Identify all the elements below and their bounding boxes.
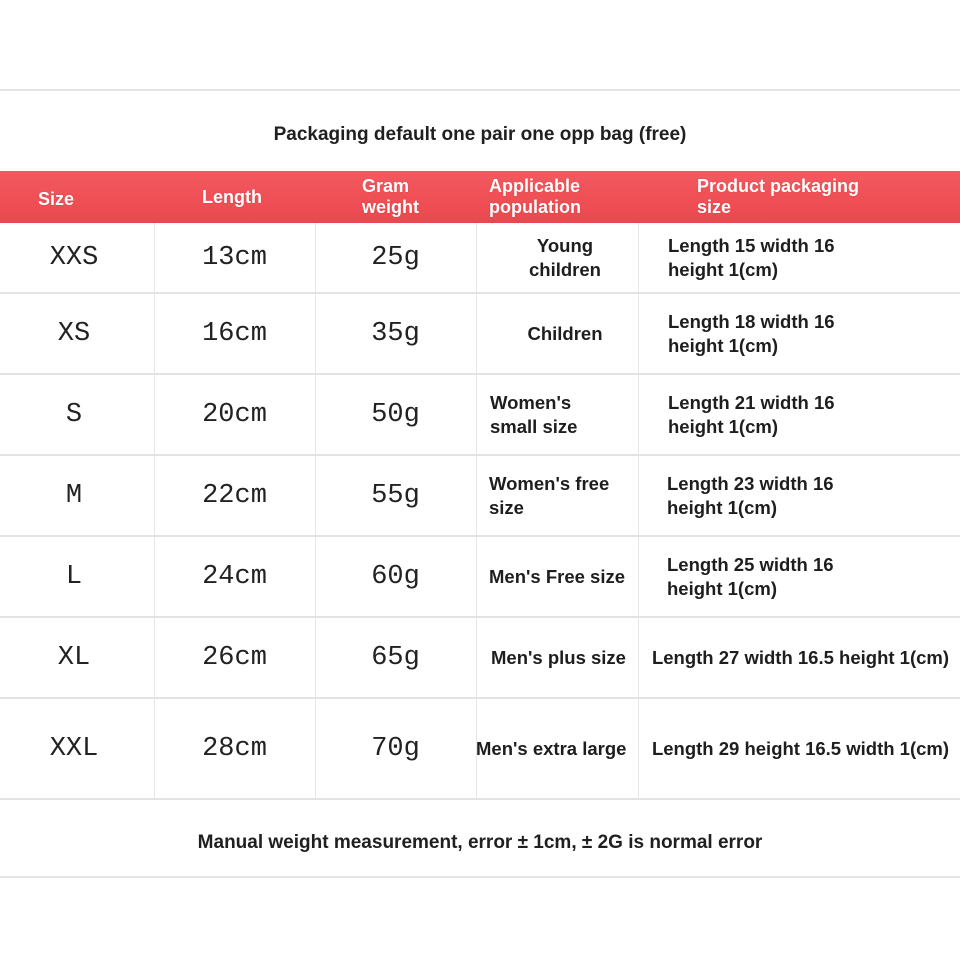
top-divider bbox=[0, 89, 960, 91]
size-cell: L bbox=[65, 561, 83, 592]
population-cell: Men's extra large bbox=[476, 737, 627, 759]
population-cell: Men's Free size bbox=[489, 565, 626, 587]
packaging-cell: Length 23 width 16 height 1(cm) bbox=[667, 472, 834, 518]
table-row bbox=[0, 618, 960, 697]
length-cell: 24cm bbox=[202, 561, 267, 592]
measurement-error-note: Manual weight measurement, error ± 1cm, ± 2G is normal error bbox=[197, 832, 763, 853]
weight-cell: 70g bbox=[371, 733, 420, 764]
table-row bbox=[0, 223, 960, 292]
weight-cell: 55g bbox=[371, 480, 420, 511]
population-cell: Young children bbox=[529, 234, 601, 280]
table-header bbox=[0, 171, 960, 223]
packaging-cell: Length 27 width 16.5 height 1(cm) bbox=[651, 646, 950, 668]
packaging-cell: Length 18 width 16 height 1(cm) bbox=[668, 310, 835, 356]
header-applicable-population: Applicable population bbox=[489, 176, 581, 217]
population-cell: Women's free size bbox=[489, 472, 610, 518]
size-cell: XL bbox=[57, 642, 91, 673]
header-product-packaging-size: Product packaging size bbox=[697, 176, 860, 217]
population-cell: Children bbox=[527, 322, 603, 344]
packaging-cell: Length 25 width 16 height 1(cm) bbox=[667, 553, 834, 599]
population-cell: Men's plus size bbox=[491, 646, 626, 668]
row-divider bbox=[0, 798, 960, 800]
header-length: Length bbox=[202, 187, 262, 207]
length-cell: 22cm bbox=[202, 480, 267, 511]
size-cell: XXL bbox=[49, 733, 99, 764]
packaging-cell: Length 21 width 16 height 1(cm) bbox=[668, 391, 835, 437]
length-cell: 16cm bbox=[202, 318, 267, 349]
length-cell: 20cm bbox=[202, 399, 267, 430]
weight-cell: 25g bbox=[371, 242, 420, 273]
table-row bbox=[0, 375, 960, 454]
header-size: Size bbox=[38, 189, 75, 209]
size-cell: XXS bbox=[49, 242, 99, 273]
size-table bbox=[0, 223, 960, 800]
length-cell: 13cm bbox=[202, 242, 267, 273]
population-cell: Women's small size bbox=[490, 391, 578, 437]
weight-cell: 60g bbox=[371, 561, 420, 592]
table-row bbox=[0, 294, 960, 373]
size-cell: M bbox=[65, 480, 83, 511]
packaging-cell: Length 29 height 16.5 width 1(cm) bbox=[651, 737, 950, 759]
packaging-note: Packaging default one pair one opp bag (free) bbox=[273, 124, 687, 145]
packaging-cell: Length 15 width 16 height 1(cm) bbox=[668, 234, 835, 280]
weight-cell: 35g bbox=[371, 318, 420, 349]
size-cell: XS bbox=[57, 318, 91, 349]
header-gram-weight: Gram weight bbox=[362, 176, 419, 217]
length-cell: 28cm bbox=[202, 733, 267, 764]
weight-cell: 65g bbox=[371, 642, 420, 673]
weight-cell: 50g bbox=[371, 399, 420, 430]
table-row bbox=[0, 699, 960, 798]
size-cell: S bbox=[65, 399, 83, 430]
bottom-divider bbox=[0, 876, 960, 878]
length-cell: 26cm bbox=[202, 642, 267, 673]
table-row bbox=[0, 537, 960, 616]
table-row bbox=[0, 456, 960, 535]
